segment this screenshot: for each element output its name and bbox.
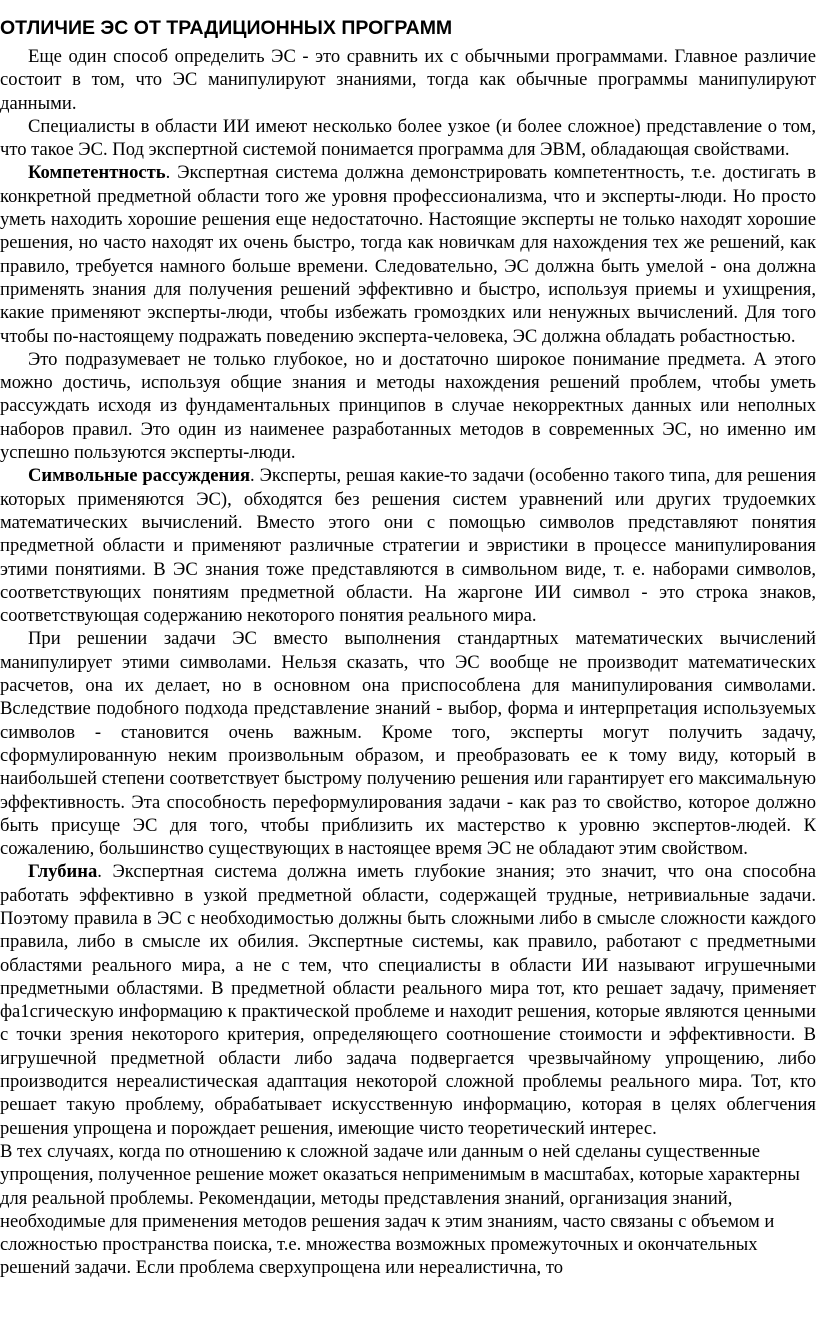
term-depth: Глубина — [28, 861, 98, 883]
paragraph-symbolic-reasoning — [0, 464, 816, 627]
paragraph-depth — [0, 860, 816, 1140]
page-title: ОТЛИЧИЕ ЭС ОТ ТРАДИЦИОННЫХ ПРОГРАММ — [0, 17, 453, 39]
paragraph-simplification: В тех случаях, когда по отношению к сложной задаче или данным о ней сделаны существенные упрощения, полученное решение может оказаться неприменимым в масштабах, которые характерны для реальной проблемы. Рекомендации, методы представления знаний, организация знаний, необходимые для применения методов решения задач к этим знаниям, часто связаны с объемом и сложностью пространства поиска, т.е. множества возможных промежуточных и окончательных решений задачи. Если проблема сверхупрощена или нереалистична, то — [0, 1140, 800, 1279]
paragraph-definition: Специалисты в области ИИ имеют несколько более узкое (и более сложное) представление о том, что такое ЭС. Под экспертной системой понимается программа для ЭВМ, обладающая свойствами. — [0, 115, 816, 161]
term-symbolic-reasoning: Символьные рассуждения — [28, 465, 251, 487]
paragraph-competence-text: . Экспертная система должна демонстрировать компетентность, т.е. достигать в конкретной предметной области того же уровня профессионализма, что и эксперты-люди. Но просто уметь находить хорошие решения еще недостаточно. Настоящие эксперты не только находят хорошие решения, но часто находят их очень быстро, тогда как новичкам для нахождения тех же решений, как правило, требуется намного больше времени. Следовательно, ЭС должна быть умелой - она должна применять знания для получения решений эффективно и быстро, используя приемы и ухищрения, какие применяют эксперты-люди, чтобы избежать громоздких или ненужных вычислений. Для того чтобы по-настоящему подражать поведению эксперта-человека, ЭС должна обладать робастностью. — [0, 162, 816, 347]
paragraph-intro: Еще один способ определить ЭС - это сравнить их с обычными программами. Главное различие состоит в том, что ЭС манипулируют знаниями, тогда как обычные программы манипулируют данными. — [0, 46, 816, 114]
paragraph-symbolic-reasoning-text: . Эксперты, решая какие-то задачи (особенно такого типа, для решения которых применяются ЭС), обходятся без решения систем уравнений или других трудоемких математических вычислений. Вместо этого они с помощью символов представляют понятия предметной области и применяют различные стратегии и эвристики в процессе манипулирования этими понятиями. В ЭС знания тоже представляются в символьном виде, т. е. наборами символов, соответствующих понятиям предметной области. На жаргоне ИИ символ - это строка знаков, соответствующая содержанию некоторого понятия реального мира. — [0, 465, 816, 627]
paragraph-symbol-manipulation: При решении задачи ЭС вместо выполнения стандартных математических вычислений манипулирует этими символами. Нельзя сказать, что ЭС вообще не производит математических расчетов, она их делает, но в основном она приспособлена для манипулирования символами. Вследствие подобного подхода представление знаний - выбор, форма и интерпретация используемых символов - становится очень важным. Кроме того, эксперты могут получить задачу, сформулированную неким произвольным образом, и преобразовать ее к тому виду, который в наибольшей степени соответствует быстрому получению решения или гарантирует его максимальную эффективность. Эта способность переформулирования задачи - как раз то свойство, которое должно быть присуще ЭС для того, чтобы приблизить их мастерство к уровню экспертов-людей. К сожалению, большинство существующих в настоящее время ЭС не обладают этим свойством. — [0, 628, 816, 860]
paragraph-robustness: Это подразумевает не только глубокое, но и достаточно широкое понимание предмета. А этого можно достичь, используя общие знания и методы нахождения решений проблем, чтобы уметь рассуждать исходя из фундаментальных принципов в случае некорректных данных или неполных наборов правил. Это один из наименее разработанных методов в современных ЭС, но именно им успешно пользуются эксперты-люди. — [0, 348, 816, 464]
paragraph-depth-text: . Экспертная система должна иметь глубокие знания; это значит, что она способна работать эффективно в узкой предметной области, содержащей трудные, нетривиальные задачи. Поэтому правила в ЭС с необходимостью должны быть сложными либо в смысле сложности каждого правила, либо в смысле их обилия. Экспертные системы, как правило, работают с предметными областями реального мира, а не с тем, что специалисты в области ИИ называют игрушечными предметными областями. В предметной области реального мира тот, кто решает задачу, применяет фа1сгическую информацию к практической проблеме и находит решения, которые являются ценными с точки зрения некоторого критерия, определяющего соотношение стоимости и эффективности. В игрушечной предметной области либо задача подвергается чрезвычайному упрощению, либо производится нереалистическая адаптация некоторой сложной проблемы реального мира. Тот, кто решает такую проблему, обрабатывает искусственную информацию, которая в целях облегчения решения упрощена и порождает решения, имеющие чисто теоретический интерес. — [0, 861, 816, 1139]
paragraph-competence — [0, 161, 816, 347]
term-competence: Компетентность — [28, 162, 166, 184]
